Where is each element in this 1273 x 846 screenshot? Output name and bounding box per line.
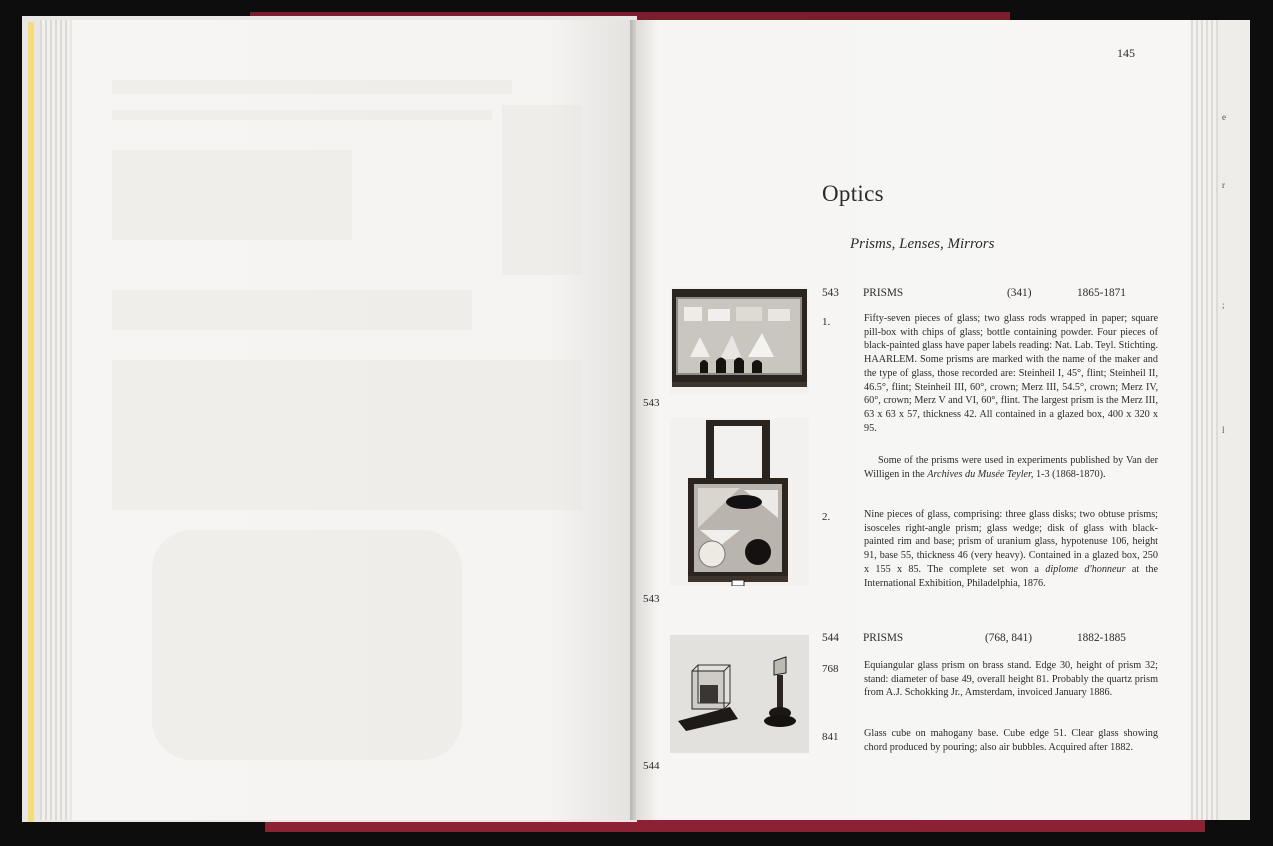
- right-page-stack: [1186, 20, 1218, 820]
- entry-years: 1865-1871: [1077, 287, 1126, 299]
- item-description: Glass cube on mahogany base. Cube edge 51. Clear glass showing chord produced by pouring; also air bubbles. Acquired after 1882.: [864, 728, 1158, 753]
- page-number: 145: [1117, 46, 1135, 60]
- photo-caption-2: 543: [643, 593, 660, 605]
- photo-caption-3: 544: [643, 760, 660, 772]
- item-index: 1.: [822, 316, 831, 328]
- left-page: [72, 20, 632, 820]
- item-description: Nine pieces of glass, comprising: three glass disks; two obtuse prisms; isosceles right-angle prism; glass wedge; disk of glass with black-painted rim and base; prism of uranium glass, hypotenuse 106, height 91, base 55, thickness 46 (very heavy). Contained in a glazed box, 250 x 155 x 85. The complete set won a diplome d'honneur at the International Exhibition, Philadelphia, 1876.: [864, 509, 1158, 589]
- entry-number: 544: [822, 632, 839, 644]
- section-title: Optics: [822, 181, 884, 206]
- edge-mark: l: [1222, 425, 1225, 435]
- photo-cube-and-prism: [670, 635, 809, 753]
- entry-inventory: (341): [1007, 287, 1032, 299]
- entry-years: 1882-1885: [1077, 632, 1126, 644]
- item-index: 2.: [822, 511, 831, 523]
- photo-small-prism-box: [670, 418, 809, 586]
- entry-title: PRISMS: [863, 632, 904, 644]
- photo-prism-box: [670, 287, 809, 395]
- edge-mark: e: [1222, 112, 1226, 122]
- photo-caption-1: 543: [643, 397, 660, 409]
- entry-title: PRISMS: [863, 287, 904, 299]
- item-description: Equiangular glass prism on brass stand. Edge 30, height of prism 32; stand: diameter of base 49, overall height 81. Probably the quartz prism from A.J. Schokking Jr., Amsterdam, invoiced January 1886.: [864, 660, 1158, 699]
- item-description: Fifty-seven pieces of glass; two glass rods wrapped in paper; square pill-box with chips of glass; bottle containing powder. Four pieces of black-painted glass have paper labels reading: Nat. Lab. Teyl. Stichting. HAARLEM. Some prisms are marked with the name of the maker and the type of glass, those recorded are: Steinheil I, 45°, flint; Steinheil II, 46.5°, flint; Steinheil III, 60°, crown; Merz III, 54.5°, crown; Merz IV, 60°, crown; Merz V and VI, 60°, flint. The largest prism is the Merz III, 63 x 63 x 57, thickness 42. All contained in a glazed box, 400 x 320 x 95.: [864, 313, 1158, 434]
- subsection-title: Prisms, Lenses, Mirrors: [850, 236, 995, 252]
- item-index: 841: [822, 731, 839, 743]
- item-index: 768: [822, 663, 839, 675]
- left-page-stack: [40, 20, 70, 820]
- gilt-edge: [28, 22, 34, 822]
- edge-mark: r: [1222, 180, 1225, 190]
- edge-mark: ;: [1222, 300, 1225, 310]
- entry-inventory: (768, 841): [985, 632, 1033, 644]
- entry-number: 543: [822, 287, 839, 299]
- item-note: Some of the prisms were used in experiments published by Van der Willigen in the Archives du Musée Teyler, 1-3 (1868-1870).: [864, 455, 1158, 480]
